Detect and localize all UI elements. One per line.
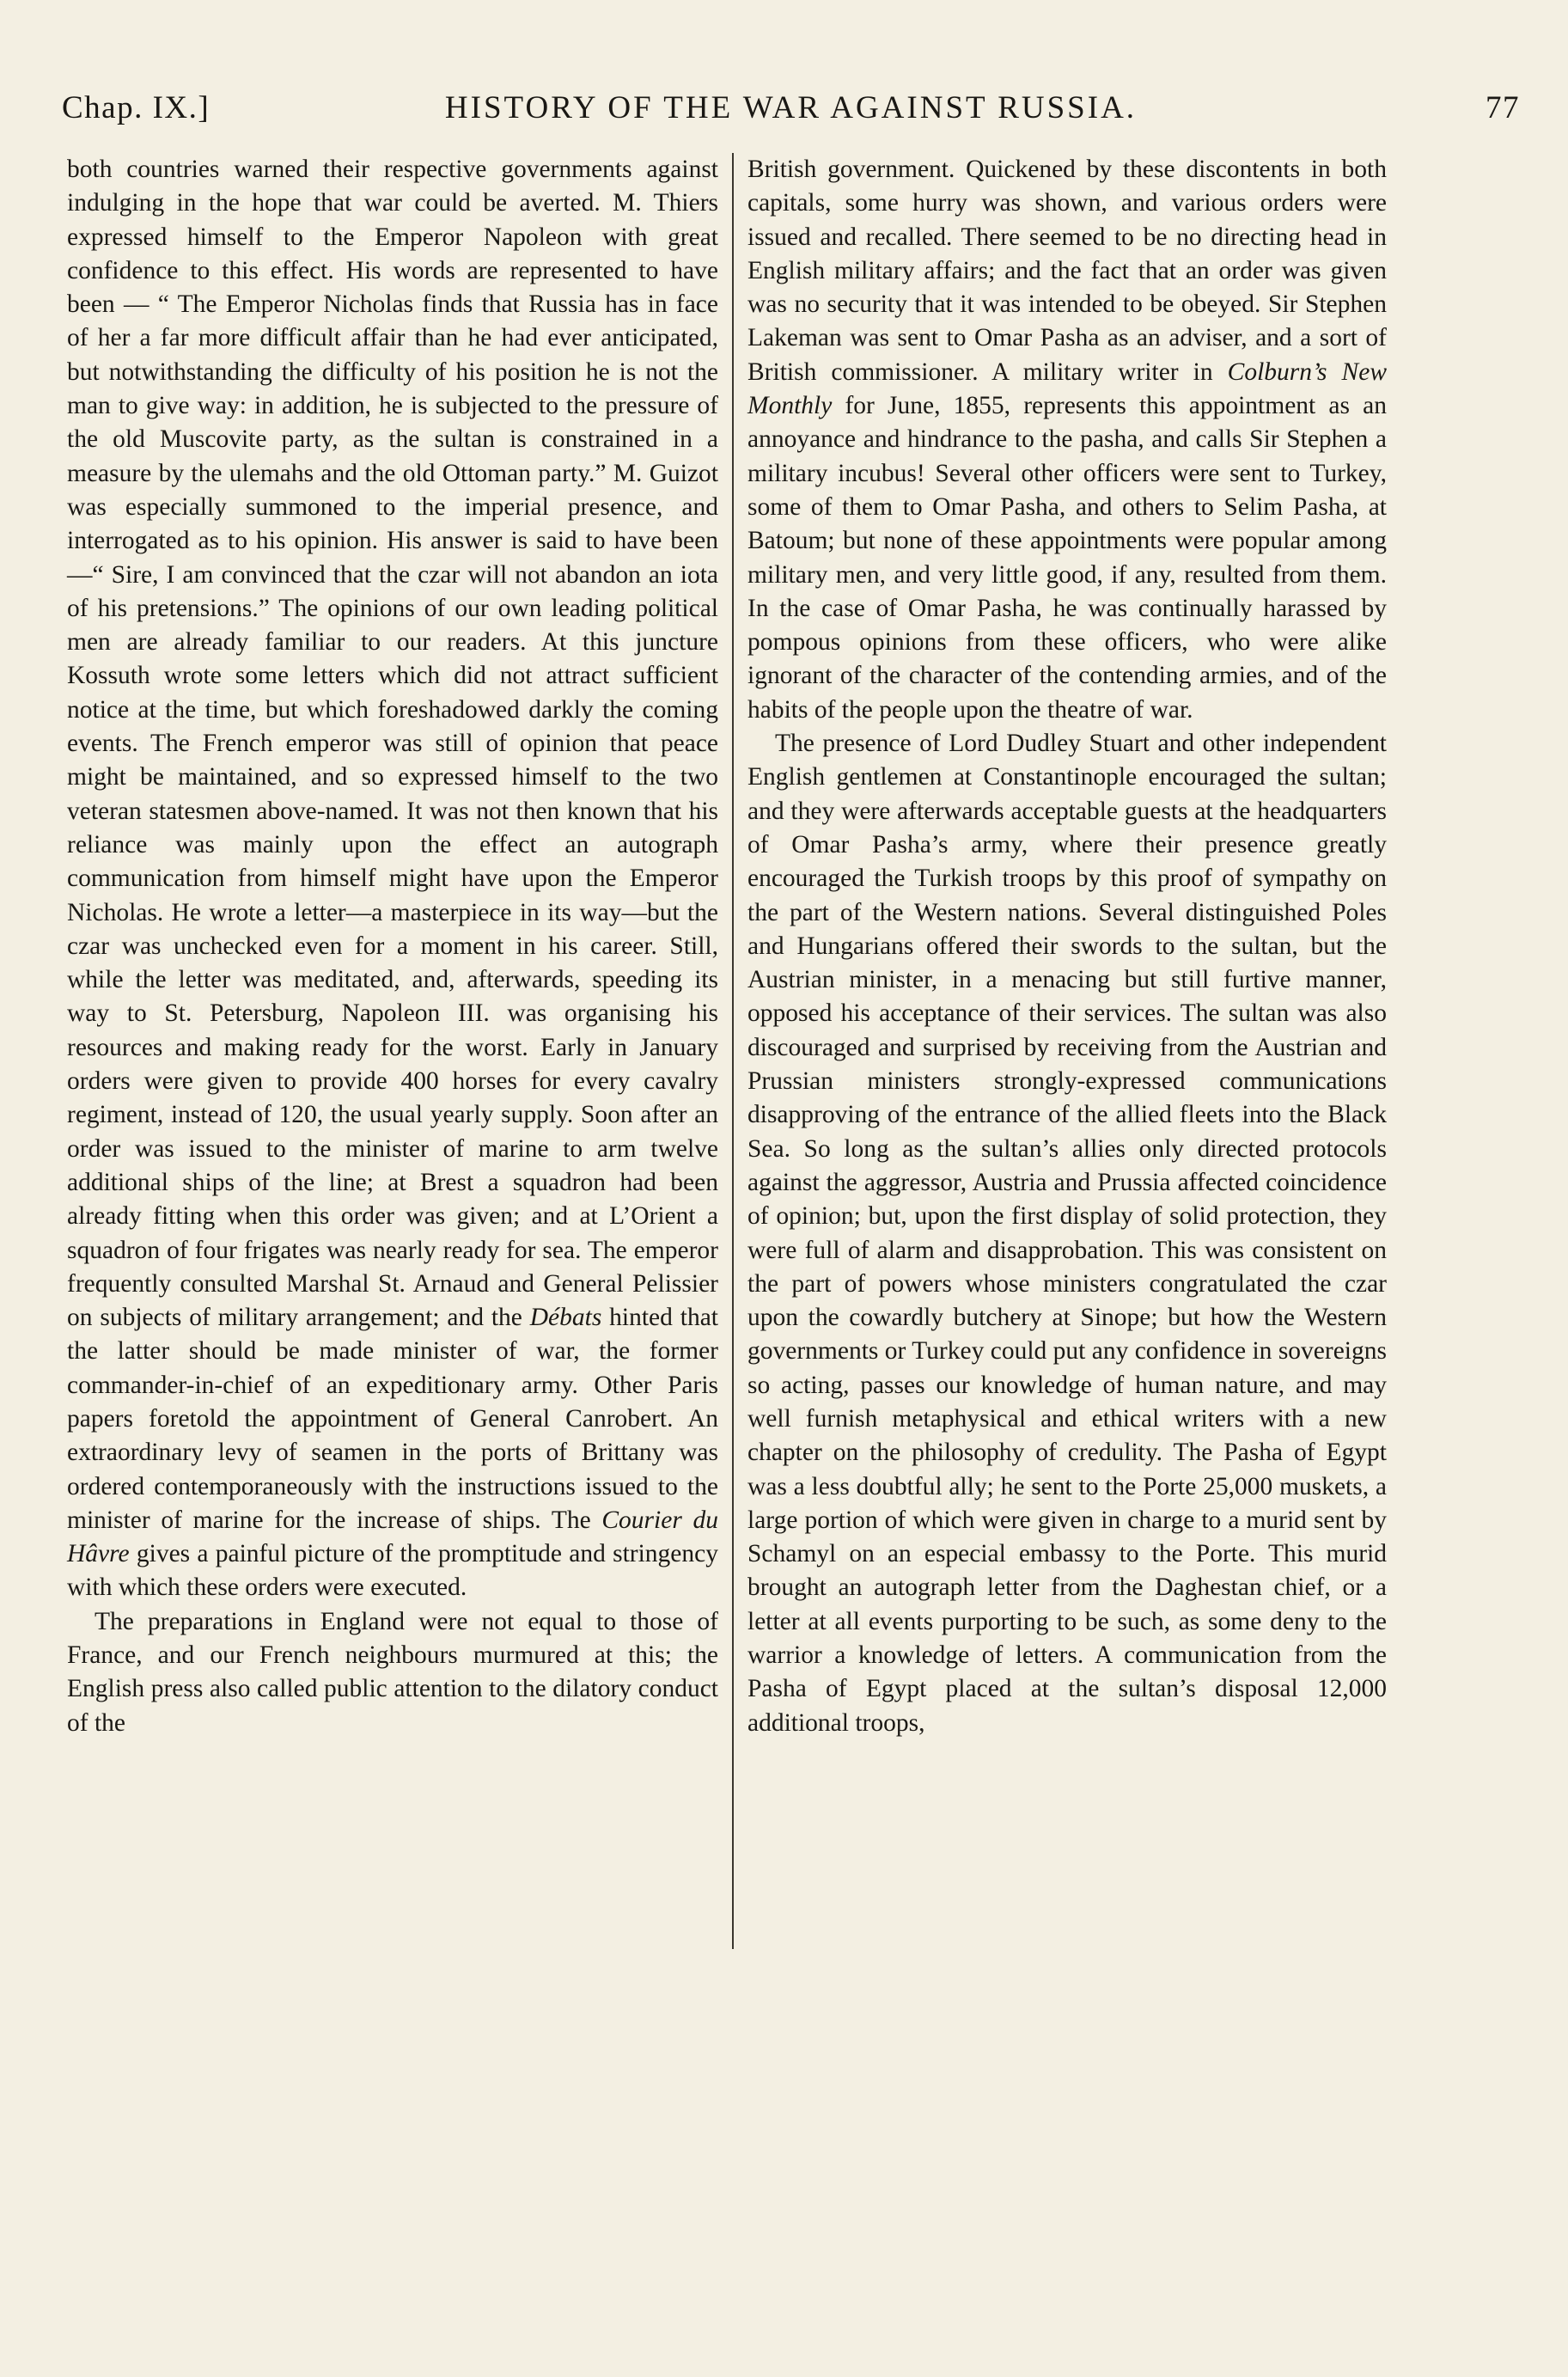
- paragraph: The preparations in England were not equal to those of France, and our French neighbours murmured at this; the English press also called public attention to the dilatory conduct of the: [67, 1607, 718, 1737]
- column-divider: [732, 153, 734, 1949]
- paragraph-text: British government. Quickened by these discontents in both capitals, some hurry was shown, and various orders were issued and recalled. There seemed to be no directing head in English military affairs; and the fact that an order was given was no security that it was intended to be obeyed. Sir Stephen Lakeman was sent to Omar Pasha as an adviser, and a sort of British commissioner. A military writer in: [747, 156, 1387, 386]
- right-column: [747, 153, 1387, 1740]
- paragraph-text: gives a painful picture of the promptitude and stringency with which these orders were executed.: [67, 1540, 718, 1602]
- paragraph: [747, 153, 1387, 727]
- running-title: HISTORY OF THE WAR AGAINST RUSSIA.: [444, 90, 1138, 125]
- page-number: 77: [1486, 90, 1520, 125]
- paragraph: The presence of Lord Dudley Stuart and other independent English gentlemen at Constantinople encouraged the sultan; and they were afterwards acceptable guests at the headquarters of Omar Pasha’s army, where their presence greatly encouraged the Turkish troops by this proof of sympathy on the part of the Western nations. Several distinguished Poles and Hungarians offered their swords to the sultan, but the Austrian minister, in a menacing but still furtive manner, opposed his acceptance of their services. The sultan was also discouraged and surprised by receiving from the Austrian and Prussian ministers strongly-expressed communications disapproving of the entrance of the allied fleets into the Black Sea. So long as the sultan’s allies only directed protocols against the aggressor, Austria and Prussia affected coincidence of opinion; but, upon the first display of solid protection, they were full of alarm and disapprobation. This was consistent on the part of powers whose ministers congratulated the czar upon the cowardly butchery at Sinope; but how the Western governments or Turkey could put any confidence in sovereigns so acting, passes our knowledge of human nature, and may well furnish metaphysical and ethical writers with a new chapter on the philosophy of credulity. The Pasha of Egypt was a less doubtful ally; he sent to the Porte 25,000 muskets, a large portion of which were given in charge to a murid sent by Schamyl on an especial embassy to the Porte. This murid brought an autograph letter from the Daghestan chief, or a letter at all events purporting to be such, as some deny to the warrior a knowledge of letters. A communication from the Pasha of Egypt placed at the sultan’s disposal 12,000 additional troops,: [747, 730, 1387, 1737]
- running-header: [62, 89, 1520, 132]
- left-column: [67, 153, 718, 1740]
- italic-text: Colburn’s New Monthly: [747, 357, 1387, 420]
- paragraph-text: both countries warned their respective governments against indulging in the hope that war could be averted. M. Thiers expressed himself to the Emperor Napoleon with great confidence to this effect. His words are represented to have been — “ The Emperor Nicholas finds that Russia has in face of her a far more difficult affair than he had ever anticipated, but notwithstanding the difficulty of his position he is not the man to give way: in addition, he is subjected to the pressure of the old Muscovite party, as the sultan is constrained in a measure by the ulemahs and the old Ottoman party.” M. Guizot was especially summoned to the imperial presence, and interrogated as to his opinion. His answer is said to have been—“ Sire, I am convinced that the czar will not abandon an iota of his pretensions.” The opinions of our own leading political men are already familiar to our readers. At this juncture Kossuth wrote some letters which did not attract sufficient notice at the time, but which foreshadowed darkly the coming events. The French emperor was still of opinion that peace might be maintained, and so expressed himself to the two veteran statesmen above-named. It was not then known that his reliance was mainly upon the effect an autograph communication from himself might have upon the Emperor Nicholas. He wrote a letter—a masterpiece in its way—but the czar was unchecked even for a moment in his career. Still, while the letter was meditated, and, afterwards, speeding its way to St. Petersburg, Napoleon III. was organising his resources and making ready for the worst. Early in January orders were given to provide 400 horses for every cavalry regiment, instead of 120, the usual yearly supply. Soon after an order was issued to the minister of marine to arm twelve additional ships of the line; at Brest a squadron had been already fitting when this order was given; and at L’Orient a squadron of four frigates was nearly ready for sea. The emperor frequently consulted Marshal St. Arnaud and General Pelissier on subjects of military arrangement; and the: [67, 156, 718, 1332]
- chapter-label: Chap. IX.]: [62, 90, 210, 125]
- paragraph-text: for June, 1855, represents this appointment as an annoyance and hindrance to the pasha, and calls Sir Stephen a military incubus! Several other officers were sent to Turkey, some of them to Omar Pasha, and others to Selim Pasha, at Batoum; but none of these appointments were popular among military men, and very little good, if any, resulted from them. In the case of Omar Pasha, he was continually harassed by pompous opinions from these officers, who were alike ignorant of the character of the contending armies, and of the habits of the people upon the theatre of war.: [747, 392, 1387, 724]
- italic-text: Débats: [529, 1304, 602, 1332]
- italic-text: Courier du Hâvre: [67, 1506, 718, 1568]
- paragraph-text: hinted that the latter should be made minister of war, the former commander-in-chief of an expeditionary army. Other Paris papers foretold the appointment of General Canrobert. An extraordinary levy of seamen in the ports of Brittany was ordered contemporaneously with the instructions issued to the minister of marine for the increase of ships. The: [67, 1304, 718, 1534]
- paragraph: [67, 153, 718, 1605]
